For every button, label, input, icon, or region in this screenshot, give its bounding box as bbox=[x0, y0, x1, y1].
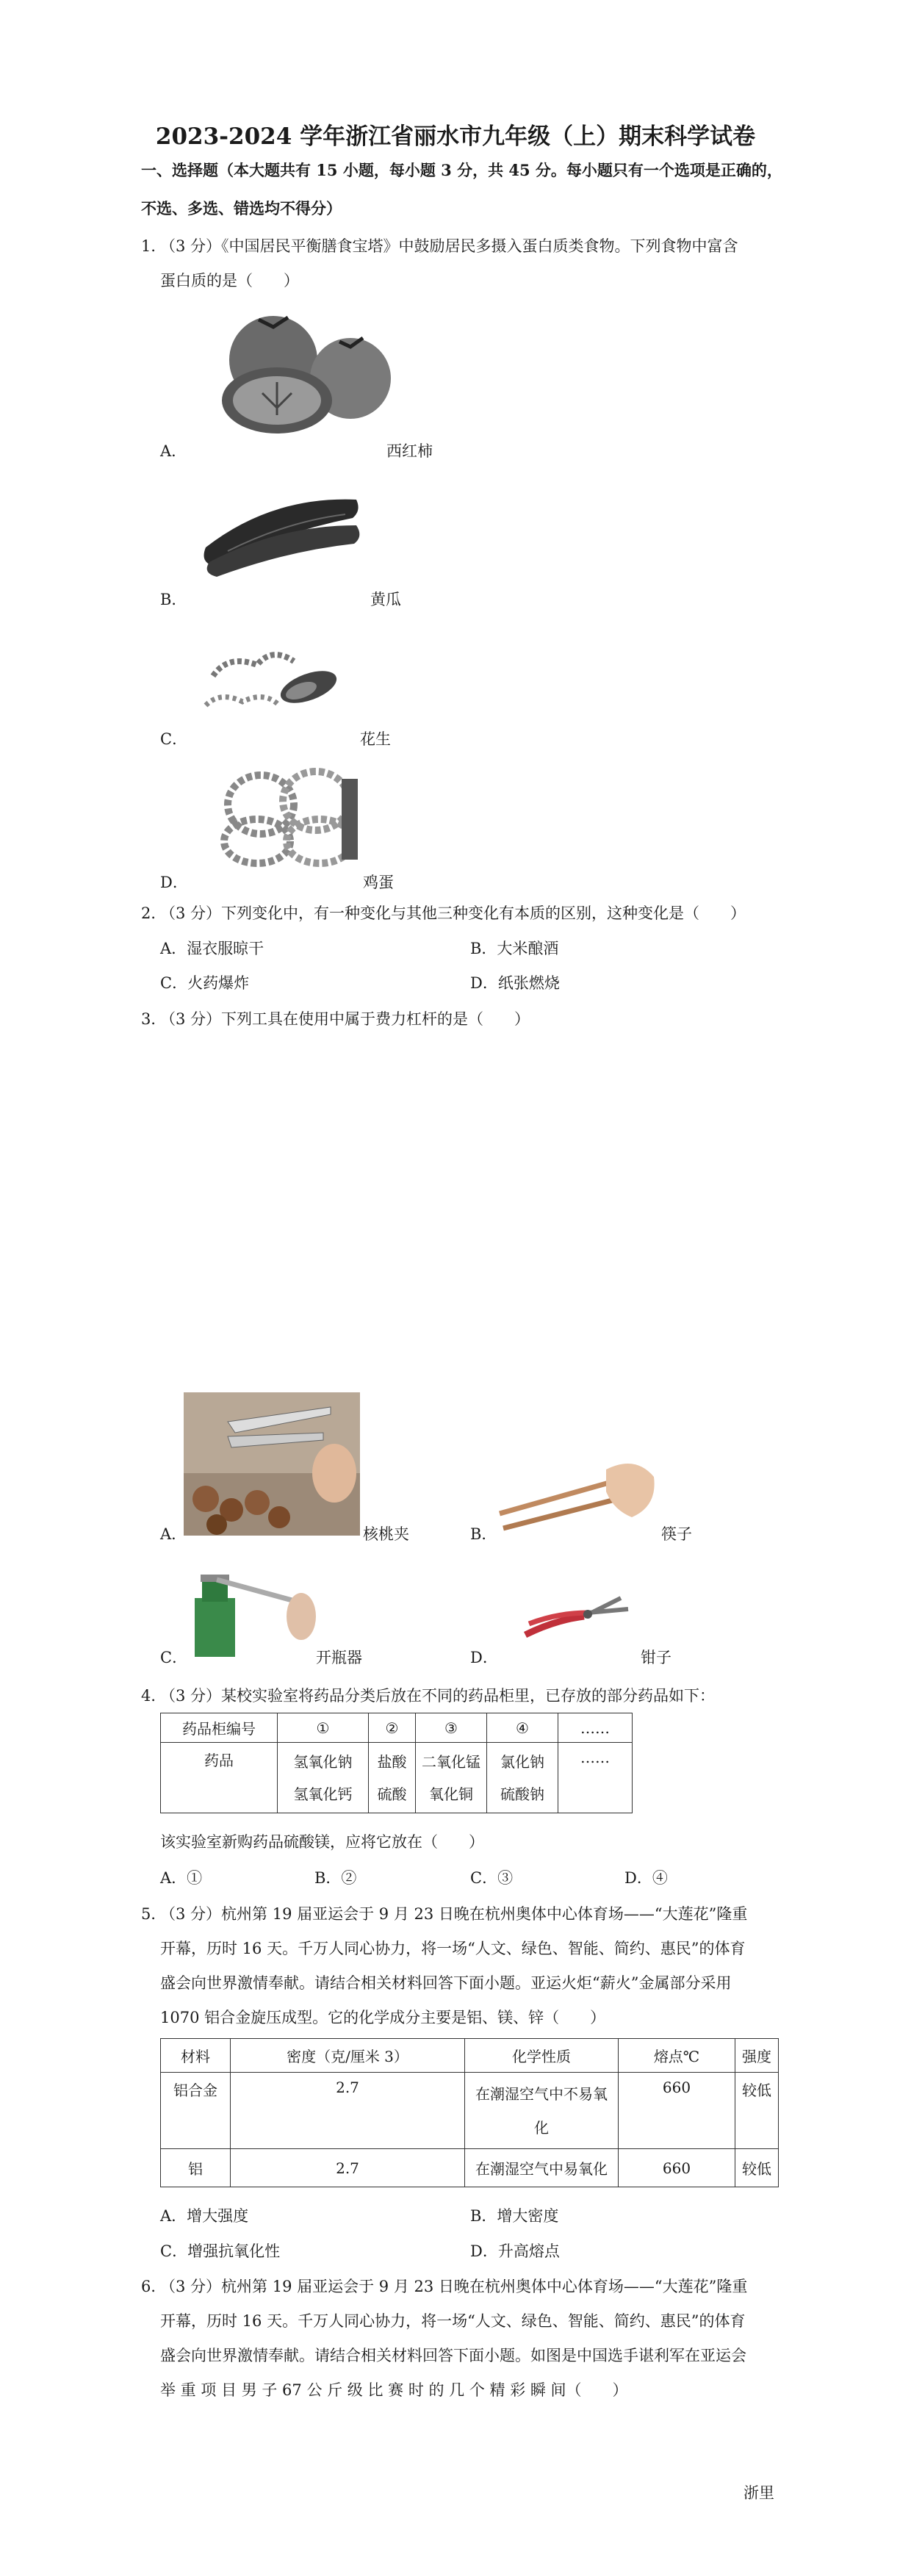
q3-number: 3． bbox=[141, 1010, 167, 1028]
chopsticks-image bbox=[496, 1455, 658, 1536]
q1-text-line1: （3 分）《中国居民平衡膳食宝塔》中鼓励居民多摄入蛋白质类食物。下列食物中富含 bbox=[160, 237, 738, 255]
q1-option-c-caption: 花生 bbox=[360, 730, 391, 748]
q2-option-a: A．湿衣服晾干 bbox=[160, 940, 264, 957]
q1-option-c-label: C． bbox=[160, 730, 188, 748]
q4-after-text: 该实验室新购药品硫酸镁，应将它放在（ ） bbox=[160, 1833, 484, 1851]
q4-table-row-label: 药品 bbox=[161, 1743, 278, 1813]
q4-text: （3 分）某校实验室将药品分类后放在不同的药品柜里，已存放的部分药品如下： bbox=[160, 1687, 716, 1705]
q5-table-cell: 较低 bbox=[735, 2073, 779, 2149]
nutcracker-image bbox=[184, 1392, 360, 1536]
q4-table-cell-line: 氧化铜 bbox=[429, 1785, 473, 1803]
q3-text: （3 分）下列工具在使用中属于费力杠杆的是（ ） bbox=[160, 1010, 530, 1028]
q5-table-cell: 在潮湿空气中不易氧化 bbox=[465, 2073, 619, 2149]
section-heading-line2: 不选、多选、错选均不得分） bbox=[141, 199, 342, 217]
q5-material-table bbox=[160, 2038, 779, 2187]
q3-option-d-label: D． bbox=[470, 1649, 498, 1666]
q1-number: 1． bbox=[141, 237, 167, 255]
q5-table-cell: 在潮湿空气中易氧化 bbox=[465, 2149, 619, 2187]
q4-table-cell-line: 氯化钠 bbox=[500, 1752, 544, 1771]
q4-cabinet-table bbox=[160, 1713, 633, 1813]
cucumber-image bbox=[198, 481, 367, 580]
peanut-image bbox=[198, 632, 353, 727]
q4-table-header: 药品柜编号 bbox=[161, 1713, 278, 1743]
q2-option-d: D．纸张燃烧 bbox=[470, 974, 560, 992]
page-footer: 浙里 bbox=[743, 2484, 774, 2502]
q4-option-c: C．③ bbox=[470, 1869, 514, 1887]
bottle-opener-image bbox=[187, 1561, 316, 1657]
q1-option-b-label: B． bbox=[160, 591, 187, 608]
q4-table-cell bbox=[487, 1743, 558, 1813]
q5-text-line1: （3 分）杭州第 19 届亚运会于 9 月 23 日晚在杭州奥体中心体育场——“大莲花”隆重 bbox=[160, 1905, 748, 1923]
q3-option-a-label: A． bbox=[160, 1525, 187, 1543]
q4-table-header: ③ bbox=[416, 1713, 487, 1743]
q3-option-d-caption: 钳子 bbox=[641, 1649, 671, 1666]
q4-number: 4． bbox=[141, 1687, 167, 1705]
q3-option-c-caption: 开瓶器 bbox=[316, 1649, 362, 1666]
q5-table-cell: 较低 bbox=[735, 2149, 779, 2187]
q1-option-d-caption: 鸡蛋 bbox=[363, 874, 394, 891]
q4-table-header: ② bbox=[369, 1713, 416, 1743]
q2-number: 2． bbox=[141, 904, 167, 922]
q4-table-cell-line: 二氧化锰 bbox=[422, 1752, 480, 1771]
q6-text-line4: 举 重 项 目 男 子 67 公 斤 级 比 赛 时 的 几 个 精 彩 瞬 间（ ） bbox=[160, 2381, 628, 2399]
q3-option-b-label: B． bbox=[470, 1525, 497, 1543]
q5-text-line3: 盛会向世界激情奉献。请结合相关材料回答下面小题。亚运火炬“薪火”金属部分采用 bbox=[160, 1974, 732, 1992]
eggs-image bbox=[213, 764, 367, 867]
q6-text-line2: 开幕，历时 16 天。千万人同心协力，将一场“人文、绿色、智能、简约、惠民”的体育 bbox=[160, 2312, 746, 2330]
pliers-image bbox=[518, 1591, 635, 1646]
q5-table-cell: 铝 bbox=[161, 2149, 231, 2187]
q4-table-cell-line: 硫酸钠 bbox=[500, 1785, 544, 1803]
q4-table-cell bbox=[278, 1743, 369, 1813]
section-heading-line1: 一、选择题（本大题共有 15 小题，每小题 3 分，共 45 分。每小题只有一个选项是正确的， bbox=[141, 161, 782, 179]
q2-text: （3 分）下列变化中，有一种变化与其他三种变化有本质的区别，这种变化是（ ） bbox=[160, 904, 746, 922]
q4-table-header: ④ bbox=[487, 1713, 558, 1743]
q4-table-cell-line: 氢氧化钙 bbox=[293, 1785, 353, 1803]
q5-table-cell: 660 bbox=[619, 2073, 735, 2149]
q1-option-a-label: A． bbox=[160, 442, 187, 460]
q4-option-d: D．④ bbox=[624, 1869, 668, 1887]
q3-option-c-label: C． bbox=[160, 1649, 188, 1666]
q5-option-b: B．增大密度 bbox=[470, 2207, 559, 2225]
tomato-image bbox=[207, 309, 398, 437]
q4-table-cell-line: 氢氧化钠 bbox=[293, 1752, 353, 1771]
q5-table-header: 强度 bbox=[735, 2039, 779, 2073]
q4-table-cell bbox=[416, 1743, 487, 1813]
q4-table-cell-line: 硫酸 bbox=[377, 1785, 407, 1803]
q5-option-a: A．增大强度 bbox=[160, 2207, 249, 2225]
q5-table-cell: 660 bbox=[619, 2149, 735, 2187]
q6-text-line3: 盛会向世界激情奉献。请结合相关材料回答下面小题。如图是中国选手谌利军在亚运会 bbox=[160, 2347, 746, 2364]
q4-table-cell-line: 盐酸 bbox=[377, 1752, 407, 1771]
q5-text-line2: 开幕，历时 16 天。千万人同心协力，将一场“人文、绿色、智能、简约、惠民”的体育 bbox=[160, 1940, 746, 1957]
q4-table-header: …… bbox=[558, 1713, 633, 1743]
q1-text-line2: 蛋白质的是（ ） bbox=[160, 272, 299, 289]
q6-text-line1: （3 分）杭州第 19 届亚运会于 9 月 23 日晚在杭州奥体中心体育场——“大莲花”隆重 bbox=[160, 2278, 748, 2295]
q4-option-a: A．① bbox=[160, 1869, 203, 1887]
q1-option-a-caption: 西红柿 bbox=[386, 442, 433, 460]
q5-table-cell: 铝合金 bbox=[161, 2073, 231, 2149]
q4-table-cell-line: …… bbox=[580, 1749, 610, 1766]
q4-table-cell bbox=[558, 1743, 633, 1813]
q2-option-b: B．大米酿酒 bbox=[470, 940, 559, 957]
q6-number: 6． bbox=[141, 2278, 167, 2295]
q5-table-header: 化学性质 bbox=[465, 2039, 619, 2073]
q5-table-header: 熔点℃ bbox=[619, 2039, 735, 2073]
q3-option-b-caption: 筷子 bbox=[661, 1525, 692, 1543]
q4-table-header: ① bbox=[278, 1713, 369, 1743]
q5-table-cell: 2.7 bbox=[231, 2073, 465, 2149]
q1-option-b-caption: 黄瓜 bbox=[370, 591, 401, 608]
exam-title: 2023-2024 学年浙江省丽水市九年级（上）期末科学试卷 bbox=[155, 123, 756, 150]
q5-text-line4: 1070 铝合金旋压成型。它的化学成分主要是铝、镁、锌（ ） bbox=[160, 2009, 606, 2026]
q5-table-cell: 2.7 bbox=[231, 2149, 465, 2187]
q4-option-b: B．② bbox=[314, 1869, 357, 1887]
q1-option-d-label: D． bbox=[160, 874, 188, 891]
q5-table-header: 材料 bbox=[161, 2039, 231, 2073]
q2-option-c: C．火药爆炸 bbox=[160, 974, 250, 992]
q4-table-cell bbox=[369, 1743, 416, 1813]
q5-option-c: C．增强抗氧化性 bbox=[160, 2242, 281, 2260]
q5-number: 5． bbox=[141, 1905, 167, 1923]
q5-table-header: 密度（克/厘米 3） bbox=[231, 2039, 465, 2073]
q5-option-d: D．升高熔点 bbox=[470, 2242, 560, 2260]
q3-option-a-caption: 核桃夹 bbox=[363, 1525, 409, 1543]
